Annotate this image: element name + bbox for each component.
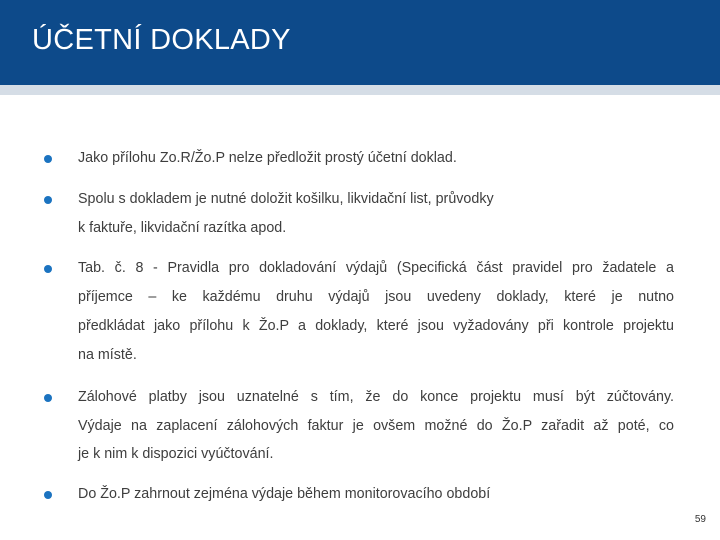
- bullet-dot-icon: [44, 155, 52, 163]
- bullet-text-line: Zálohové platby jsou uznatelné s tím, že do konce projektu musí být zúčtovány.: [78, 389, 674, 405]
- bullet-text-line: Spolu s dokladem je nutné doložit košilku, likvidační list, průvodky: [78, 191, 494, 207]
- bullet-text-line: Výdaje na zaplacení zálohových faktur je ovšem možné do Žo.P zařadit až poté, co: [78, 418, 674, 434]
- bullet-text-line: Jako přílohu Zo.R/Žo.P nelze předložit prostý účetní doklad.: [78, 150, 457, 166]
- page-number: 59: [694, 514, 706, 525]
- bullet-text-line: je k nim k dispozici vyúčtování.: [78, 446, 274, 462]
- bullet-dot-icon: [44, 196, 52, 204]
- bullet-dot-icon: [44, 265, 52, 273]
- bullet-text-line: na místě.: [78, 347, 137, 363]
- bullet-dot-icon: [44, 491, 52, 499]
- bullet-text-line: příjemce – ke každému druhu výdajů jsou uvedeny doklady, které je nutno: [78, 289, 674, 305]
- bullet-text-line: k faktuře, likvidační razítka apod.: [78, 220, 287, 236]
- bullet-dot-icon: [44, 394, 52, 402]
- title-bar: [0, 0, 720, 85]
- slide-title: ÚČETNÍ DOKLADY: [32, 24, 291, 56]
- header-divider-band: [0, 85, 720, 95]
- bullet-text-line: Tab. č. 8 - Pravidla pro dokladování výdajů (Specifická část pravidel pro žadatele a: [78, 260, 674, 276]
- bullet-text-line: Do Žo.P zahrnout zejména výdaje během monitorovacího období: [78, 486, 491, 502]
- bullet-text-line: předkládat jako přílohu k Žo.P a doklady, které jsou vyžadovány při kontrole projektu: [78, 318, 674, 334]
